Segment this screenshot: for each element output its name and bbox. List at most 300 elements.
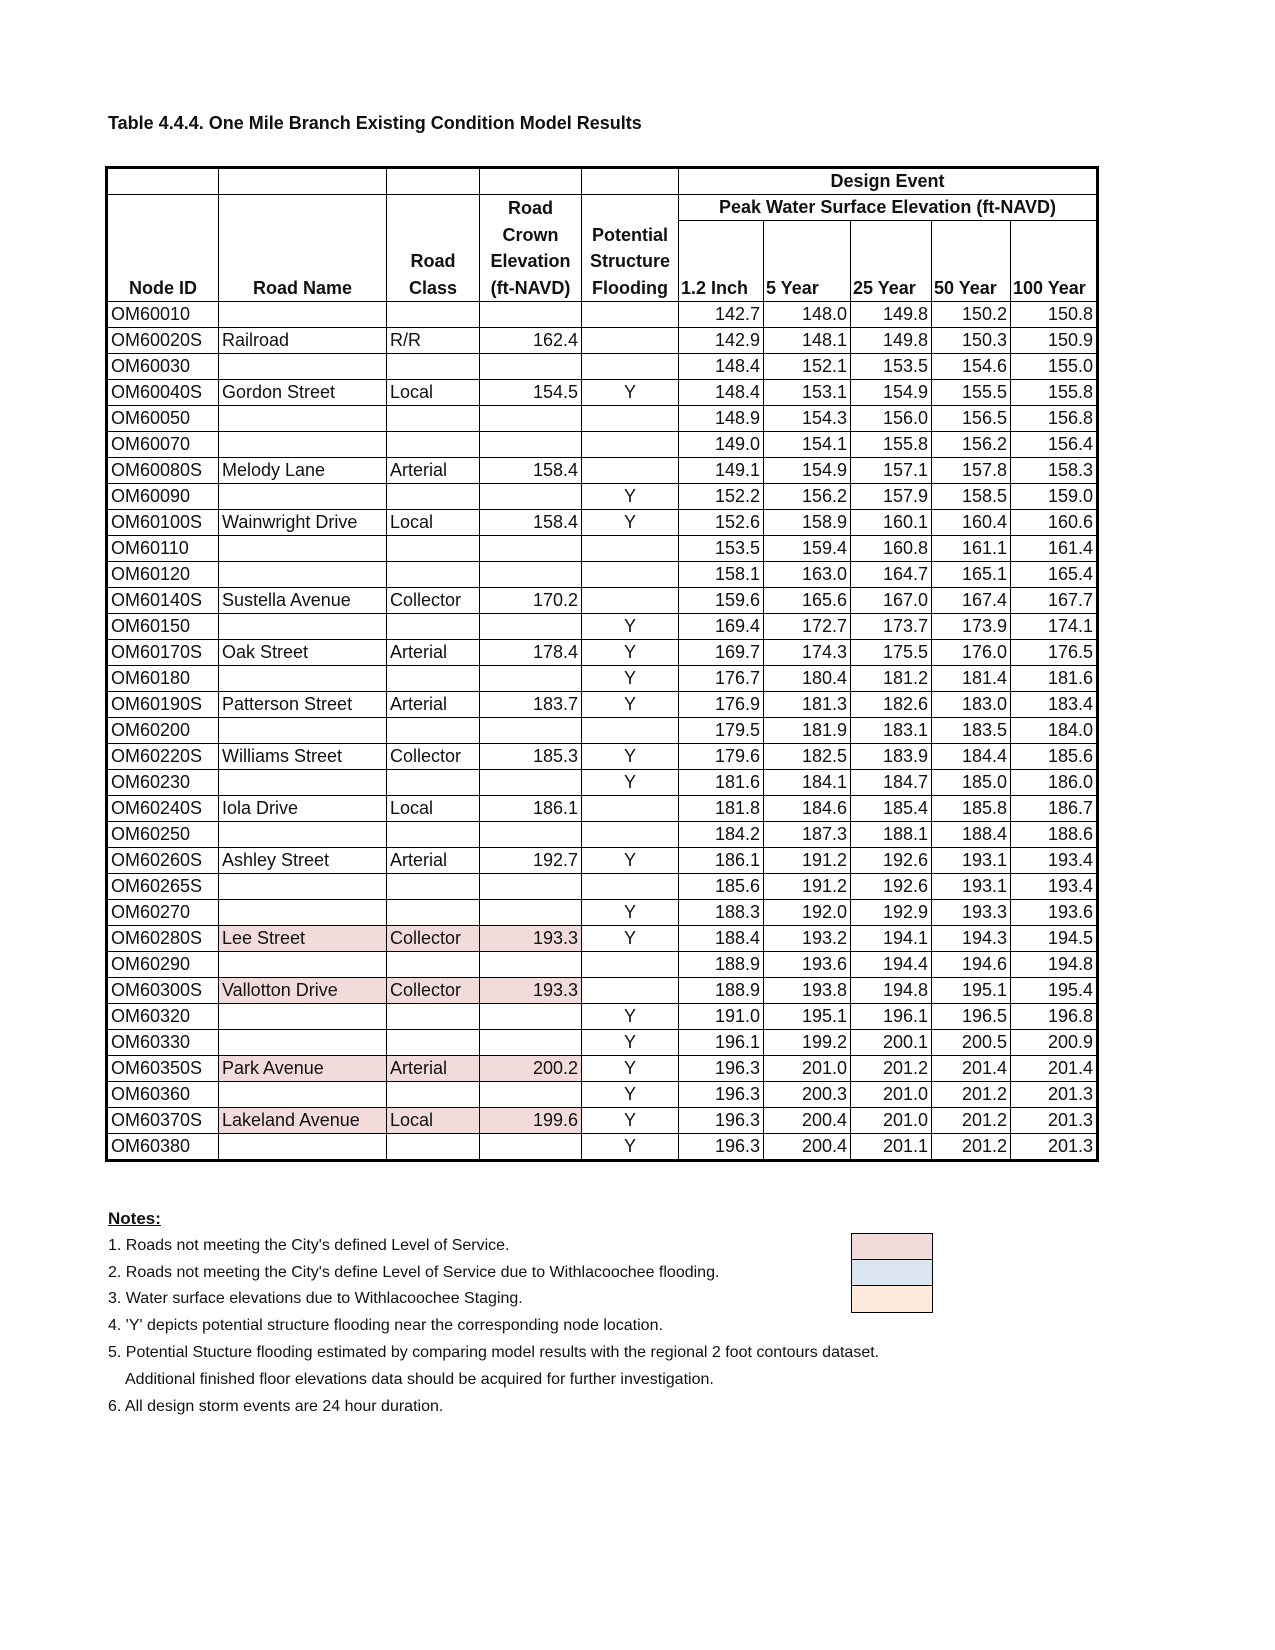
cell-road-name [219, 1004, 387, 1030]
cell-node-id: OM60330 [107, 1030, 219, 1056]
table-row [107, 1108, 1098, 1134]
cell-node-id: OM60220S [107, 744, 219, 770]
cell-25-year: 194.4 [851, 952, 932, 978]
cell-1-2-inch: 186.1 [679, 848, 764, 874]
cell-road-name: Williams Street [219, 744, 387, 770]
cell-100-year: 150.8 [1011, 302, 1098, 328]
cell-5-year: 148.0 [764, 302, 851, 328]
cell-1-2-inch: 196.1 [679, 1030, 764, 1056]
cell-road-class [387, 484, 480, 510]
cell-1-2-inch: 169.7 [679, 640, 764, 666]
legend-swatch-withlacoochee-staging [852, 1286, 932, 1312]
cell-potential-flooding: Y [582, 692, 679, 718]
cell-road-crown [480, 406, 582, 432]
note-item: 6. All design storm events are 24 hour duration. [108, 1397, 444, 1415]
cell-50-year: 195.1 [932, 978, 1011, 1004]
cell-potential-flooding [582, 302, 679, 328]
cell-1-2-inch: 188.9 [679, 952, 764, 978]
cell-road-class [387, 874, 480, 900]
cell-1-2-inch: 181.8 [679, 796, 764, 822]
header-blank [387, 168, 480, 195]
header-potential-flooding [582, 195, 679, 302]
cell-road-crown [480, 354, 582, 380]
header-event-100-year: 100 Year [1011, 221, 1098, 302]
cell-node-id: OM60080S [107, 458, 219, 484]
table-row [107, 796, 1098, 822]
cell-100-year: 201.3 [1011, 1134, 1098, 1161]
cell-road-class [387, 1030, 480, 1056]
cell-road-class: Local [387, 380, 480, 406]
cell-50-year: 156.5 [932, 406, 1011, 432]
cell-1-2-inch: 188.4 [679, 926, 764, 952]
cell-node-id: OM60090 [107, 484, 219, 510]
cell-potential-flooding [582, 562, 679, 588]
header-potential-flooding-line: Potential [591, 224, 668, 245]
table-row [107, 484, 1098, 510]
cell-50-year: 201.2 [932, 1082, 1011, 1108]
cell-road-class [387, 406, 480, 432]
cell-50-year: 194.3 [932, 926, 1011, 952]
cell-potential-flooding: Y [582, 1134, 679, 1161]
cell-100-year: 194.5 [1011, 926, 1098, 952]
cell-1-2-inch: 148.4 [679, 380, 764, 406]
cell-road-name: Ashley Street [219, 848, 387, 874]
header-design-event: Design Event [679, 168, 1098, 195]
cell-potential-flooding [582, 978, 679, 1004]
table-row [107, 744, 1098, 770]
table-body [107, 302, 1098, 1161]
cell-50-year: 165.1 [932, 562, 1011, 588]
header-row-design-event [107, 168, 1098, 195]
cell-potential-flooding [582, 822, 679, 848]
note-item: 5. Potential Stucture flooding estimated by comparing model results with the regional 2 foot contours dataset. [108, 1343, 880, 1361]
cell-50-year: 201.2 [932, 1108, 1011, 1134]
table-row [107, 1082, 1098, 1108]
cell-road-crown: 199.6 [480, 1108, 582, 1134]
cell-road-class: Collector [387, 978, 480, 1004]
cell-road-class [387, 770, 480, 796]
cell-potential-flooding: Y [582, 744, 679, 770]
cell-road-crown [480, 432, 582, 458]
cell-potential-flooding: Y [582, 640, 679, 666]
cell-potential-flooding [582, 952, 679, 978]
cell-50-year: 185.0 [932, 770, 1011, 796]
cell-50-year: 161.1 [932, 536, 1011, 562]
cell-50-year: 201.4 [932, 1056, 1011, 1082]
cell-road-class [387, 718, 480, 744]
cell-road-class [387, 900, 480, 926]
header-event-50-year: 50 Year [932, 221, 1011, 302]
cell-road-name: Wainwright Drive [219, 510, 387, 536]
cell-5-year: 193.6 [764, 952, 851, 978]
cell-road-crown [480, 1134, 582, 1161]
cell-25-year: 192.6 [851, 848, 932, 874]
cell-25-year: 201.2 [851, 1056, 932, 1082]
header-blank [219, 168, 387, 195]
cell-road-name [219, 770, 387, 796]
cell-potential-flooding [582, 458, 679, 484]
cell-potential-flooding: Y [582, 848, 679, 874]
cell-1-2-inch: 159.6 [679, 588, 764, 614]
cell-road-name [219, 614, 387, 640]
cell-road-crown [480, 666, 582, 692]
cell-50-year: 160.4 [932, 510, 1011, 536]
cell-25-year: 194.1 [851, 926, 932, 952]
cell-5-year: 181.9 [764, 718, 851, 744]
cell-25-year: 201.0 [851, 1082, 932, 1108]
header-road-crown-line: Crown [502, 224, 559, 245]
table-row [107, 1004, 1098, 1030]
cell-25-year: 160.8 [851, 536, 932, 562]
cell-road-class [387, 1134, 480, 1161]
cell-50-year: 201.2 [932, 1134, 1011, 1161]
cell-potential-flooding: Y [582, 380, 679, 406]
cell-road-crown [480, 874, 582, 900]
cell-1-2-inch: 188.9 [679, 978, 764, 1004]
cell-road-crown [480, 536, 582, 562]
cell-potential-flooding: Y [582, 510, 679, 536]
cell-100-year: 159.0 [1011, 484, 1098, 510]
table-row [107, 510, 1098, 536]
cell-road-crown: 193.3 [480, 926, 582, 952]
cell-1-2-inch: 149.1 [679, 458, 764, 484]
cell-100-year: 193.4 [1011, 848, 1098, 874]
cell-potential-flooding: Y [582, 666, 679, 692]
cell-road-crown [480, 952, 582, 978]
cell-road-class [387, 952, 480, 978]
cell-node-id: OM60140S [107, 588, 219, 614]
cell-road-class: Arterial [387, 640, 480, 666]
header-event-5-year: 5 Year [764, 221, 851, 302]
cell-potential-flooding: Y [582, 900, 679, 926]
table-row [107, 1134, 1098, 1161]
cell-road-class: Local [387, 1108, 480, 1134]
cell-5-year: 163.0 [764, 562, 851, 588]
cell-road-name [219, 406, 387, 432]
cell-1-2-inch: 149.0 [679, 432, 764, 458]
cell-road-class [387, 614, 480, 640]
cell-100-year: 161.4 [1011, 536, 1098, 562]
cell-50-year: 173.9 [932, 614, 1011, 640]
cell-road-crown: 178.4 [480, 640, 582, 666]
cell-25-year: 156.0 [851, 406, 932, 432]
cell-100-year: 156.4 [1011, 432, 1098, 458]
cell-25-year: 192.9 [851, 900, 932, 926]
cell-road-class [387, 302, 480, 328]
cell-road-crown [480, 822, 582, 848]
cell-node-id: OM60120 [107, 562, 219, 588]
cell-5-year: 165.6 [764, 588, 851, 614]
cell-5-year: 200.4 [764, 1134, 851, 1161]
cell-1-2-inch: 181.6 [679, 770, 764, 796]
cell-5-year: 191.2 [764, 874, 851, 900]
cell-node-id: OM60030 [107, 354, 219, 380]
cell-100-year: 150.9 [1011, 328, 1098, 354]
cell-5-year: 181.3 [764, 692, 851, 718]
cell-5-year: 187.3 [764, 822, 851, 848]
cell-potential-flooding [582, 432, 679, 458]
cell-25-year: 175.5 [851, 640, 932, 666]
legend-swatch-los [852, 1234, 932, 1260]
cell-road-crown: 186.1 [480, 796, 582, 822]
cell-road-class: Arterial [387, 848, 480, 874]
cell-node-id: OM60370S [107, 1108, 219, 1134]
cell-25-year: 200.1 [851, 1030, 932, 1056]
cell-1-2-inch: 196.3 [679, 1108, 764, 1134]
cell-100-year: 188.6 [1011, 822, 1098, 848]
table-title: Table 4.4.4. One Mile Branch Existing Condition Model Results [108, 113, 642, 133]
cell-road-name [219, 562, 387, 588]
cell-5-year: 153.1 [764, 380, 851, 406]
table-row [107, 1056, 1098, 1082]
cell-road-name: Oak Street [219, 640, 387, 666]
header-road-crown-elevation [480, 195, 582, 302]
cell-5-year: 199.2 [764, 1030, 851, 1056]
model-results-table [105, 166, 1099, 1162]
cell-road-class: Local [387, 796, 480, 822]
cell-5-year: 174.3 [764, 640, 851, 666]
cell-50-year: 193.3 [932, 900, 1011, 926]
cell-50-year: 184.4 [932, 744, 1011, 770]
cell-1-2-inch: 196.3 [679, 1082, 764, 1108]
cell-potential-flooding: Y [582, 614, 679, 640]
cell-node-id: OM60350S [107, 1056, 219, 1082]
cell-potential-flooding [582, 874, 679, 900]
cell-50-year: 154.6 [932, 354, 1011, 380]
cell-road-class: Collector [387, 588, 480, 614]
cell-100-year: 185.6 [1011, 744, 1098, 770]
cell-road-name: Lakeland Avenue [219, 1108, 387, 1134]
header-road-crown-line: Road [508, 198, 553, 218]
cell-25-year: 173.7 [851, 614, 932, 640]
cell-road-name [219, 952, 387, 978]
cell-road-crown [480, 484, 582, 510]
cell-road-name [219, 302, 387, 328]
cell-50-year: 176.0 [932, 640, 1011, 666]
cell-road-name: Iola Drive [219, 796, 387, 822]
cell-5-year: 159.4 [764, 536, 851, 562]
cell-road-name: Railroad [219, 328, 387, 354]
cell-25-year: 185.4 [851, 796, 932, 822]
cell-5-year: 180.4 [764, 666, 851, 692]
cell-potential-flooding [582, 588, 679, 614]
header-road-crown-line: Elevation [490, 251, 571, 271]
table-row [107, 900, 1098, 926]
cell-25-year: 157.9 [851, 484, 932, 510]
cell-100-year: 201.3 [1011, 1082, 1098, 1108]
cell-potential-flooding: Y [582, 770, 679, 796]
cell-road-crown: 154.5 [480, 380, 582, 406]
cell-50-year: 157.8 [932, 458, 1011, 484]
cell-road-crown: 185.3 [480, 744, 582, 770]
legend-swatch-withlacoochee-flooding [852, 1260, 932, 1286]
cell-100-year: 201.4 [1011, 1056, 1098, 1082]
cell-100-year: 195.4 [1011, 978, 1098, 1004]
cell-road-crown [480, 302, 582, 328]
cell-road-crown: 170.2 [480, 588, 582, 614]
cell-node-id: OM60240S [107, 796, 219, 822]
note-item: 2. Roads not meeting the City's define Level of Service due to Withlacoochee flooding. [108, 1263, 720, 1281]
cell-node-id: OM60200 [107, 718, 219, 744]
notes-section [108, 1206, 879, 1420]
cell-road-crown: 192.7 [480, 848, 582, 874]
cell-road-crown [480, 900, 582, 926]
cell-1-2-inch: 152.2 [679, 484, 764, 510]
note-item: 4. 'Y' depicts potential structure flooding near the corresponding node location. [108, 1317, 663, 1335]
cell-5-year: 148.1 [764, 328, 851, 354]
header-node-id: Node ID [107, 195, 219, 302]
cell-potential-flooding: Y [582, 1108, 679, 1134]
table-row [107, 926, 1098, 952]
cell-1-2-inch: 185.6 [679, 874, 764, 900]
cell-5-year: 193.2 [764, 926, 851, 952]
cell-1-2-inch: 148.4 [679, 354, 764, 380]
cell-road-name: Gordon Street [219, 380, 387, 406]
cell-node-id: OM60190S [107, 692, 219, 718]
cell-road-name [219, 484, 387, 510]
note-item-continuation: Additional finished floor elevations data should be acquired for further investigation. [125, 1370, 714, 1388]
cell-node-id: OM60010 [107, 302, 219, 328]
cell-25-year: 194.8 [851, 978, 932, 1004]
cell-5-year: 154.1 [764, 432, 851, 458]
table-row [107, 588, 1098, 614]
table-row [107, 640, 1098, 666]
cell-5-year: 200.4 [764, 1108, 851, 1134]
table-row [107, 978, 1098, 1004]
cell-25-year: 184.7 [851, 770, 932, 796]
cell-road-name: Patterson Street [219, 692, 387, 718]
header-event-1-2-inch: 1.2 Inch [679, 221, 764, 302]
cell-1-2-inch: 191.0 [679, 1004, 764, 1030]
cell-100-year: 186.0 [1011, 770, 1098, 796]
cell-road-name: Sustella Avenue [219, 588, 387, 614]
header-road-class-line: Class [408, 277, 458, 298]
cell-25-year: 149.8 [851, 328, 932, 354]
cell-road-crown [480, 1082, 582, 1108]
cell-25-year: 188.1 [851, 822, 932, 848]
cell-100-year: 156.8 [1011, 406, 1098, 432]
cell-potential-flooding: Y [582, 1030, 679, 1056]
cell-road-crown: 193.3 [480, 978, 582, 1004]
cell-5-year: 184.6 [764, 796, 851, 822]
note-item: 3. Water surface elevations due to Withlacoochee Staging. [108, 1290, 523, 1308]
table-row [107, 354, 1098, 380]
cell-road-crown [480, 1004, 582, 1030]
cell-5-year: 154.9 [764, 458, 851, 484]
cell-potential-flooding: Y [582, 484, 679, 510]
notes-title: Notes: [108, 1209, 161, 1228]
cell-100-year: 186.7 [1011, 796, 1098, 822]
legend-swatches [851, 1233, 933, 1313]
cell-1-2-inch: 142.7 [679, 302, 764, 328]
table-row [107, 952, 1098, 978]
cell-road-class [387, 432, 480, 458]
cell-100-year: 193.6 [1011, 900, 1098, 926]
cell-potential-flooding: Y [582, 1056, 679, 1082]
cell-50-year: 193.1 [932, 874, 1011, 900]
cell-road-class [387, 1082, 480, 1108]
cell-road-name [219, 1134, 387, 1161]
cell-node-id: OM60180 [107, 666, 219, 692]
cell-25-year: 154.9 [851, 380, 932, 406]
cell-node-id: OM60380 [107, 1134, 219, 1161]
cell-1-2-inch: 148.9 [679, 406, 764, 432]
cell-5-year: 193.8 [764, 978, 851, 1004]
cell-100-year: 155.0 [1011, 354, 1098, 380]
cell-100-year: 184.0 [1011, 718, 1098, 744]
cell-road-crown: 158.4 [480, 510, 582, 536]
cell-100-year: 181.6 [1011, 666, 1098, 692]
cell-potential-flooding [582, 354, 679, 380]
cell-node-id: OM60265S [107, 874, 219, 900]
cell-road-name [219, 1030, 387, 1056]
cell-road-crown: 162.4 [480, 328, 582, 354]
cell-25-year: 196.1 [851, 1004, 932, 1030]
cell-100-year: 174.1 [1011, 614, 1098, 640]
cell-25-year: 192.6 [851, 874, 932, 900]
cell-road-name: Vallotton Drive [219, 978, 387, 1004]
cell-1-2-inch: 169.4 [679, 614, 764, 640]
cell-node-id: OM60150 [107, 614, 219, 640]
cell-1-2-inch: 196.3 [679, 1056, 764, 1082]
cell-road-class: Collector [387, 926, 480, 952]
cell-road-class [387, 354, 480, 380]
cell-road-class [387, 666, 480, 692]
cell-50-year: 155.5 [932, 380, 1011, 406]
cell-5-year: 200.3 [764, 1082, 851, 1108]
cell-5-year: 156.2 [764, 484, 851, 510]
cell-node-id: OM60300S [107, 978, 219, 1004]
cell-25-year: 149.8 [851, 302, 932, 328]
cell-road-crown [480, 614, 582, 640]
header-road-crown-line: (ft-NAVD) [490, 277, 571, 298]
cell-50-year: 183.5 [932, 718, 1011, 744]
cell-potential-flooding [582, 328, 679, 354]
cell-road-class [387, 536, 480, 562]
header-potential-flooding-line: Flooding [592, 277, 668, 298]
cell-1-2-inch: 184.2 [679, 822, 764, 848]
cell-25-year: 182.6 [851, 692, 932, 718]
cell-25-year: 155.8 [851, 432, 932, 458]
cell-road-crown [480, 718, 582, 744]
cell-100-year: 194.8 [1011, 952, 1098, 978]
cell-5-year: 201.0 [764, 1056, 851, 1082]
cell-road-name [219, 432, 387, 458]
cell-road-class [387, 822, 480, 848]
cell-node-id: OM60230 [107, 770, 219, 796]
cell-road-crown [480, 770, 582, 796]
cell-100-year: 160.6 [1011, 510, 1098, 536]
table-row [107, 718, 1098, 744]
cell-road-name [219, 1082, 387, 1108]
cell-50-year: 194.6 [932, 952, 1011, 978]
cell-25-year: 181.2 [851, 666, 932, 692]
cell-node-id: OM60320 [107, 1004, 219, 1030]
cell-road-class: Arterial [387, 1056, 480, 1082]
cell-road-name [219, 354, 387, 380]
cell-1-2-inch: 179.5 [679, 718, 764, 744]
cell-road-name [219, 900, 387, 926]
cell-50-year: 183.0 [932, 692, 1011, 718]
table-row [107, 406, 1098, 432]
cell-1-2-inch: 179.6 [679, 744, 764, 770]
cell-50-year: 196.5 [932, 1004, 1011, 1030]
cell-25-year: 201.1 [851, 1134, 932, 1161]
cell-100-year: 201.3 [1011, 1108, 1098, 1134]
cell-50-year: 193.1 [932, 848, 1011, 874]
cell-25-year: 201.0 [851, 1108, 932, 1134]
table-row [107, 432, 1098, 458]
